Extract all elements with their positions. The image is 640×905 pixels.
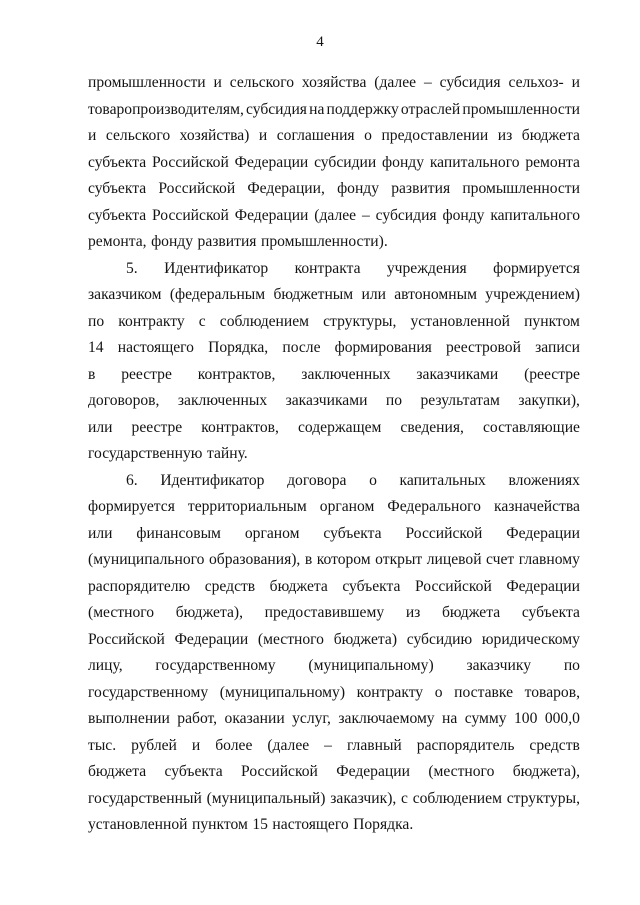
word: структуры, (323, 312, 397, 330)
word: субсидия (246, 100, 307, 118)
word: хозяйства) (179, 127, 250, 144)
word: главный (346, 736, 402, 754)
word: Российской (405, 524, 483, 542)
word: 15 (252, 816, 268, 833)
word: поставке (454, 683, 514, 701)
word: субсидия (375, 206, 437, 224)
word: Федерации (506, 577, 580, 595)
text-line (88, 150, 580, 177)
word: 100 (514, 710, 538, 727)
word: записи (535, 339, 580, 356)
word: (федеральным (169, 286, 266, 303)
word: более (215, 736, 253, 754)
word: сельхоз- (508, 74, 564, 91)
word: Российской (158, 180, 236, 197)
word: заказчиками (416, 365, 499, 383)
word: (муниципального (88, 551, 205, 568)
text-line (88, 256, 580, 283)
word: заказчику (466, 657, 531, 674)
word: реестровой (446, 339, 521, 356)
word: образования), (208, 551, 301, 568)
word: Федерации (506, 524, 580, 542)
word: предоставившему (264, 604, 385, 621)
word: отраслей (400, 100, 461, 118)
word: по (385, 392, 403, 409)
text-line (88, 733, 580, 760)
word: и (571, 74, 580, 91)
word: Российской (414, 577, 492, 595)
word: государственный (88, 789, 202, 807)
word: промышленности (88, 74, 206, 91)
word: (местного (428, 763, 495, 780)
word: (муниципальному) (308, 657, 434, 674)
text-line (88, 627, 580, 654)
word: контракта (294, 259, 361, 277)
word: (местного (257, 630, 324, 648)
word: настоящего (117, 339, 194, 356)
word: Федерального (387, 498, 481, 515)
word: Порядка. (353, 816, 414, 833)
word: предоставлении (381, 127, 489, 144)
word: выполнении (88, 710, 170, 727)
word: государственному (88, 683, 209, 701)
word: на (309, 100, 325, 118)
word: казначейства (493, 498, 580, 515)
word: заключенных (177, 392, 268, 409)
word: субъекта (521, 604, 580, 621)
word: заказчиком (88, 286, 162, 303)
text-line (88, 203, 580, 230)
word: (муниципальный) (206, 789, 326, 807)
text-line (88, 653, 580, 680)
text-line (88, 441, 580, 468)
word: формирования (334, 339, 432, 356)
word: финансовым (136, 524, 221, 542)
word: в (88, 365, 96, 383)
word: контрактов, (197, 365, 276, 383)
word: из (405, 604, 421, 621)
word: – (324, 736, 332, 754)
word: Федерации, (247, 180, 325, 197)
word: из (497, 127, 513, 144)
text-line (88, 574, 580, 601)
word: счет (486, 551, 515, 568)
word: Федерации (174, 630, 249, 648)
text-line (88, 70, 580, 97)
word: договора (287, 471, 347, 489)
word: товаропроизводителям, (88, 100, 244, 118)
paragraph-5 (88, 256, 580, 468)
word: по (88, 312, 105, 330)
word: по (563, 657, 580, 674)
word: Российской (88, 630, 165, 648)
word: распорядитель (416, 736, 515, 754)
word: органом (244, 524, 300, 542)
word: государственную (88, 445, 203, 462)
word: составляющие (482, 418, 580, 436)
text-line (88, 706, 580, 733)
word: Российской (241, 763, 318, 780)
word: в (304, 551, 313, 568)
word: – (361, 206, 370, 224)
word: распорядителю (88, 577, 191, 595)
word: бюджета (521, 127, 580, 144)
word: учреждения (386, 259, 467, 277)
word: фонду (337, 180, 380, 197)
word: фонду (151, 233, 194, 250)
word: бюджета (442, 604, 501, 621)
word: работ, (177, 710, 218, 727)
word: соглашения (276, 127, 355, 144)
word: пунктом (524, 312, 580, 330)
word: заключаемому (338, 710, 435, 727)
word: бюджета), (175, 604, 243, 621)
text-line (88, 362, 580, 389)
word: Федерации (234, 206, 309, 224)
word: субсидии (314, 153, 377, 171)
word: пунктом (191, 816, 248, 833)
word: фонду (442, 206, 485, 224)
word: о (434, 683, 443, 701)
word: рублей (131, 736, 177, 754)
word: Идентификатор (160, 471, 265, 489)
word: закупки), (518, 392, 580, 409)
word: капитального (429, 153, 520, 171)
word: (далее (314, 206, 357, 224)
word: Федерации (336, 763, 410, 780)
text-line (88, 388, 580, 415)
word: бюджета) (333, 630, 398, 648)
word: соблюдением (219, 312, 310, 330)
word: бюджета), (512, 763, 580, 780)
word: Российской (151, 153, 229, 171)
word: реестре (131, 418, 183, 436)
word: (далее (267, 736, 310, 754)
word: и (191, 736, 201, 754)
word: с (198, 312, 206, 330)
word: субъекта (88, 206, 147, 224)
word: контракту (356, 683, 424, 701)
word: реестре (121, 365, 172, 383)
word: Идентификатор (164, 259, 269, 277)
word: хозяйства (301, 74, 367, 91)
text-line (88, 786, 580, 813)
word: результатам (420, 392, 500, 409)
word: развития (391, 180, 451, 197)
word: заказчик), (330, 789, 397, 807)
word: или (88, 524, 113, 542)
word: соблюдением (412, 789, 502, 807)
word: поддержку (326, 100, 399, 118)
word: учреждением) (485, 286, 580, 303)
text-line (88, 335, 580, 362)
word: настоящего (272, 816, 349, 833)
page-number: 4 (316, 34, 324, 50)
word: с (401, 789, 408, 807)
word: и (213, 74, 222, 91)
word: (реестре (524, 365, 580, 383)
word: и (258, 127, 268, 144)
word: услуг, (292, 710, 331, 727)
word: контрактов, (201, 418, 279, 436)
word: субсидия (439, 74, 501, 91)
word: или (361, 286, 386, 303)
word: договоров, (88, 392, 160, 409)
word: тыс. (88, 736, 117, 754)
word: 5. (126, 259, 138, 277)
word: на (442, 710, 458, 727)
word: лицу, (88, 657, 123, 674)
word: сумму (464, 710, 507, 727)
word: промышленности). (260, 233, 388, 250)
text-line (88, 759, 580, 786)
word: формируется (493, 259, 580, 277)
word: субъекта (88, 153, 147, 171)
word: главному (518, 551, 580, 568)
word: промышленности (462, 180, 580, 197)
text-line (88, 468, 580, 495)
text-line (88, 547, 580, 574)
word: юридическому (481, 630, 580, 648)
word: средств (204, 577, 256, 595)
word: фонду (382, 153, 425, 171)
text-line (88, 282, 580, 309)
word: субъекта (164, 763, 223, 780)
word: заключенных (301, 365, 391, 383)
word: 000,0 (544, 710, 580, 727)
word: промышленности (462, 100, 580, 118)
word: формируется (88, 498, 175, 515)
word: 14 (88, 339, 104, 356)
word: о (369, 471, 377, 489)
word: субъекта (88, 180, 147, 197)
word: (местного (88, 604, 155, 621)
word: субъекта (323, 524, 382, 542)
document-body (88, 70, 580, 839)
word: ремонта, (88, 233, 147, 250)
word: бюджетным (273, 286, 354, 303)
text-line (88, 309, 580, 336)
word: сельского (229, 74, 294, 91)
word: установленной (88, 816, 188, 833)
word: бюджета (88, 763, 147, 780)
word: котором (316, 551, 371, 568)
word: заказчиками (285, 392, 368, 409)
text-line (88, 97, 580, 124)
word: капитального (490, 206, 580, 224)
paragraph-6 (88, 468, 580, 839)
word: лицевой (426, 551, 482, 568)
text-line (88, 415, 580, 442)
word: субъекта (342, 577, 401, 595)
word: сведения, (400, 418, 464, 436)
word: средств (529, 736, 580, 754)
text-line (88, 494, 580, 521)
word: субсидию (406, 630, 473, 648)
word: структуры, (506, 789, 580, 807)
text-line (88, 680, 580, 707)
text-line (88, 123, 580, 150)
word: после (282, 339, 321, 356)
word: (далее (374, 74, 417, 91)
text-line (88, 229, 580, 256)
word: или (88, 418, 113, 436)
word: Российской (152, 206, 229, 224)
word: 6. (126, 471, 138, 489)
word: Порядка, (208, 339, 269, 356)
word: капитальных (399, 471, 486, 489)
word: контракту (118, 312, 185, 330)
text-line (88, 521, 580, 548)
word: открыт (375, 551, 423, 568)
word: содержащем (297, 418, 382, 436)
word: о (364, 127, 372, 144)
word: тайну. (206, 445, 248, 462)
word: и (88, 127, 97, 144)
word: автономным (394, 286, 477, 303)
word: установленной (410, 312, 510, 330)
text-line (88, 812, 580, 839)
word: бюджета (269, 577, 328, 595)
word: вложениях (508, 471, 580, 489)
word: ремонта (525, 153, 580, 171)
text-line (88, 600, 580, 627)
text-line (88, 176, 580, 203)
word: оказании (224, 710, 285, 727)
paragraph-continuation (88, 70, 580, 256)
word: – (423, 74, 432, 91)
word: развития (197, 233, 257, 250)
word: органом (319, 498, 375, 515)
word: товаров, (524, 683, 580, 701)
word: Федерации (234, 153, 309, 171)
word: территориальным (187, 498, 307, 515)
word: государственному (155, 657, 276, 674)
word: сельского (105, 127, 171, 144)
word: (муниципальному) (219, 683, 346, 701)
